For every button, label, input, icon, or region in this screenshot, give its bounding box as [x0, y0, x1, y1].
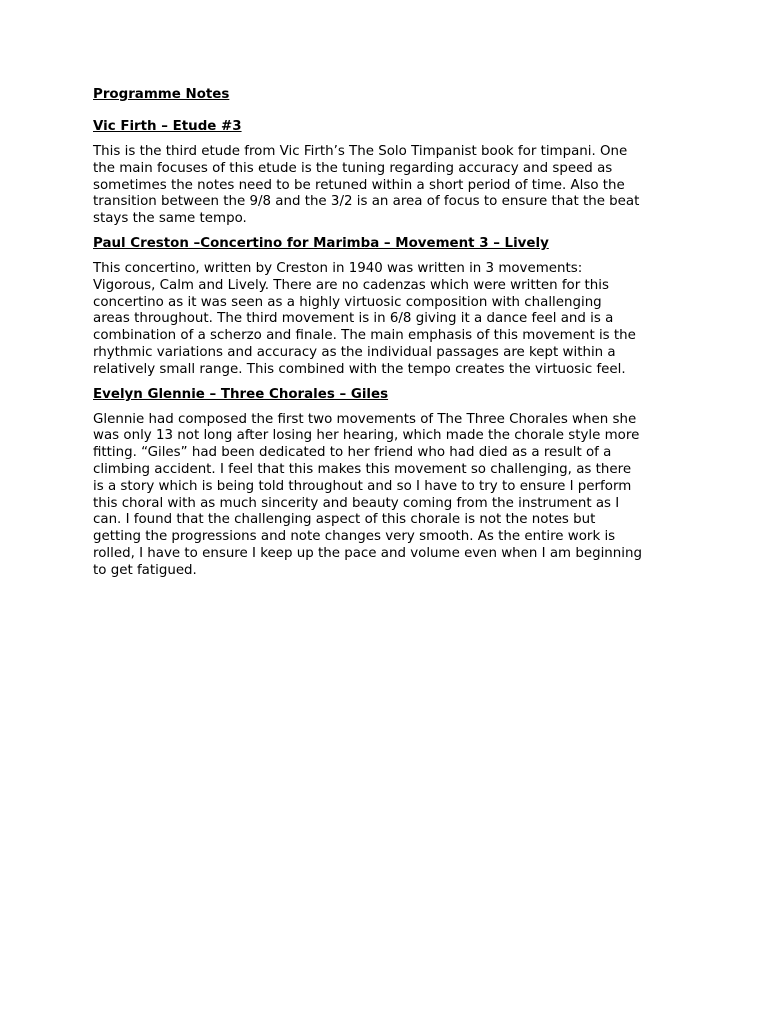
- section-paul-creston: [93, 235, 683, 379]
- text-line: getting the progressions and note changes very smooth. As the entire work is: [93, 529, 616, 545]
- text-line: the main focuses of this etude is the tuning regarding accuracy and speed as: [93, 160, 613, 176]
- text-line: was only 13 not long after losing her hearing, which made the chorale style more: [93, 428, 640, 444]
- text-line: This is the third etude from Vic Firth’s The Solo Timpanist book for timpani. One: [93, 144, 628, 159]
- text-line: rolled, I have to ensure I keep up the pace and volume even when I am beginning: [93, 545, 642, 561]
- text-line: climbing accident. I feel that this makes this movement so challenging, as there: [93, 461, 632, 477]
- document-title: Programme Notes: [93, 87, 230, 102]
- document-content: [93, 86, 683, 587]
- section-body: [93, 144, 683, 228]
- text-line: is a story which is being told throughout and so I have to try to ensure I perform: [93, 478, 632, 494]
- section-heading: Paul Creston –Concertino for Marimba – Movement 3 – Lively: [93, 235, 549, 251]
- section-body: [93, 412, 683, 580]
- section-body: [93, 261, 683, 379]
- text-line: combination of a scherzo and finale. The main emphasis of this movement is the: [93, 328, 636, 344]
- text-line: to get fatigued.: [93, 562, 197, 578]
- text-line: sometimes the notes need to be retuned within a short period of time. Also the: [93, 177, 625, 193]
- text-line: Glennie had composed the first two movements of The Three Chorales when she: [93, 411, 637, 427]
- text-line: This concertino, written by Creston in 1940 was written in 3 movements:: [93, 260, 583, 276]
- text-line: Vigorous, Calm and Lively. There are no cadenzas which were written for this: [93, 277, 609, 293]
- text-line: concertino as it was seen as a highly virtuosic composition with challenging: [93, 294, 602, 310]
- text-line: areas throughout. The third movement is in 6/8 giving it a dance feel and is a: [93, 311, 614, 327]
- text-line: stays the same tempo.: [93, 211, 247, 227]
- section-heading: Evelyn Glennie – Three Chorales – Giles: [93, 386, 389, 402]
- text-line: transition between the 9/8 and the 3/2 is an area of focus to ensure that the beat: [93, 194, 640, 210]
- text-line: this choral with as much sincerity and beauty coming from the instrument as I: [93, 495, 620, 511]
- section-vic-firth: [93, 118, 683, 228]
- text-line: rhythmic variations and accuracy as the individual passages are kept within a: [93, 344, 616, 360]
- text-line: can. I found that the challenging aspect of this chorale is not the notes but: [93, 512, 596, 528]
- text-line: relatively small range. This combined with the tempo creates the virtuosic feel.: [93, 361, 626, 377]
- section-evelyn-glennie: [93, 386, 683, 580]
- text-line: fitting. “Giles” had been dedicated to her friend who had died as a result of a: [93, 445, 612, 461]
- section-heading: Vic Firth – Etude #3: [93, 119, 242, 134]
